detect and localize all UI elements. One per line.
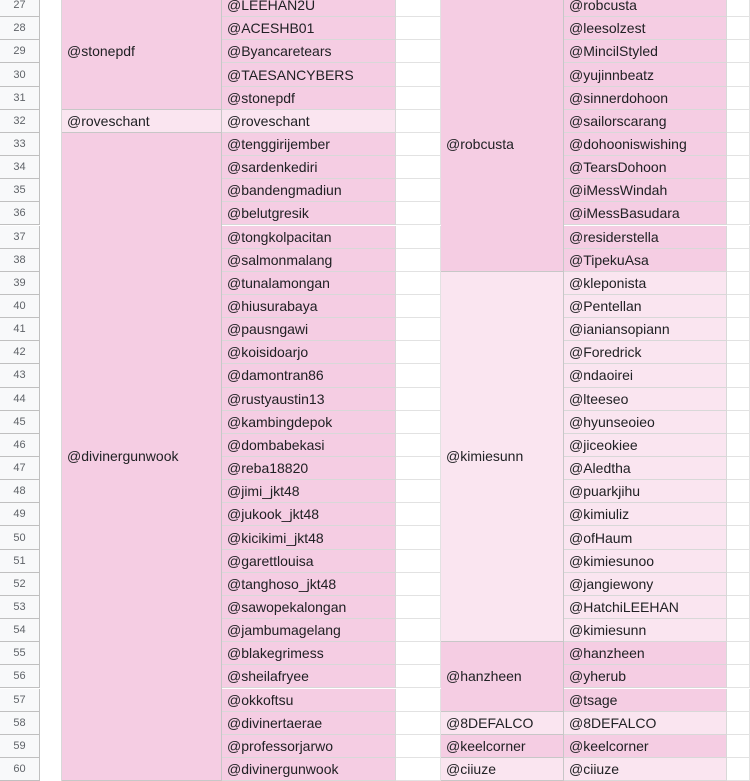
handle-cell[interactable]: @dohooniswishing bbox=[564, 133, 727, 156]
handle-cell[interactable]: @professorjarwo bbox=[222, 735, 396, 758]
empty-cell[interactable] bbox=[396, 0, 441, 17]
handle-cell[interactable]: @keelcorner bbox=[564, 735, 727, 758]
row-header[interactable]: 42 bbox=[0, 341, 40, 364]
empty-cell[interactable] bbox=[727, 642, 750, 665]
handle-cell[interactable]: @iMessWindah bbox=[564, 179, 727, 202]
handle-cell[interactable]: @bandengmadiun bbox=[222, 179, 396, 202]
handle-cell[interactable]: @HatchiLEEHAN bbox=[564, 596, 727, 619]
row-header[interactable]: 41 bbox=[0, 318, 40, 341]
empty-cell[interactable] bbox=[396, 619, 441, 642]
empty-cell[interactable] bbox=[396, 133, 441, 156]
merged-group-cell[interactable]: @8DEFALCO bbox=[441, 712, 564, 735]
empty-cell[interactable] bbox=[396, 388, 441, 411]
handle-cell[interactable]: @tenggirijember bbox=[222, 133, 396, 156]
handle-cell[interactable]: @yherub bbox=[564, 665, 727, 688]
handle-cell[interactable]: @roveschant bbox=[222, 110, 396, 133]
empty-cell[interactable] bbox=[727, 503, 750, 526]
row-header[interactable]: 37 bbox=[0, 226, 40, 249]
handle-cell[interactable]: @jiceokiee bbox=[564, 434, 727, 457]
empty-cell[interactable] bbox=[396, 110, 441, 133]
empty-cell[interactable] bbox=[396, 526, 441, 549]
row-header[interactable]: 48 bbox=[0, 480, 40, 503]
empty-cell[interactable] bbox=[727, 63, 750, 86]
empty-cell[interactable] bbox=[727, 202, 750, 225]
empty-cell[interactable] bbox=[727, 550, 750, 573]
empty-cell[interactable] bbox=[727, 40, 750, 63]
handle-cell[interactable]: @iMessBasudara bbox=[564, 202, 727, 225]
empty-cell[interactable] bbox=[396, 226, 441, 249]
handle-cell[interactable]: @stonepdf bbox=[222, 87, 396, 110]
empty-cell[interactable] bbox=[396, 665, 441, 688]
empty-cell[interactable] bbox=[727, 179, 750, 202]
empty-cell[interactable] bbox=[396, 156, 441, 179]
handle-cell[interactable]: @kicikimi_jkt48 bbox=[222, 526, 396, 549]
handle-cell[interactable]: @Byancaretears bbox=[222, 40, 396, 63]
row-header[interactable]: 40 bbox=[0, 295, 40, 318]
row-header[interactable]: 33 bbox=[0, 133, 40, 156]
empty-cell[interactable] bbox=[727, 17, 750, 40]
row-header[interactable]: 28 bbox=[0, 17, 40, 40]
row-header[interactable]: 27 bbox=[0, 0, 40, 17]
empty-cell[interactable] bbox=[727, 133, 750, 156]
row-header[interactable]: 54 bbox=[0, 619, 40, 642]
handle-cell[interactable]: @hanzheen bbox=[564, 642, 727, 665]
handle-cell[interactable]: @belutgresik bbox=[222, 202, 396, 225]
empty-cell[interactable] bbox=[396, 295, 441, 318]
row-header[interactable]: 51 bbox=[0, 550, 40, 573]
handle-cell[interactable]: @sawopekalongan bbox=[222, 596, 396, 619]
row-header[interactable]: 57 bbox=[0, 689, 40, 712]
handle-cell[interactable]: @okkoftsu bbox=[222, 689, 396, 712]
empty-cell[interactable] bbox=[727, 318, 750, 341]
row-header[interactable]: 36 bbox=[0, 202, 40, 225]
row-header[interactable]: 49 bbox=[0, 503, 40, 526]
row-header[interactable]: 34 bbox=[0, 156, 40, 179]
empty-cell[interactable] bbox=[396, 503, 441, 526]
handle-cell[interactable]: @lteeseo bbox=[564, 388, 727, 411]
row-header[interactable]: 44 bbox=[0, 388, 40, 411]
empty-cell[interactable] bbox=[396, 87, 441, 110]
empty-cell[interactable] bbox=[727, 156, 750, 179]
empty-cell[interactable] bbox=[727, 364, 750, 387]
empty-cell[interactable] bbox=[727, 434, 750, 457]
handle-cell[interactable]: @tanghoso_jkt48 bbox=[222, 573, 396, 596]
row-header[interactable]: 43 bbox=[0, 364, 40, 387]
empty-cell[interactable] bbox=[727, 573, 750, 596]
column-a-gutter bbox=[40, 0, 62, 781]
handle-cell[interactable]: @ianiansopiann bbox=[564, 318, 727, 341]
handle-cell[interactable]: @jimi_jkt48 bbox=[222, 480, 396, 503]
empty-cell[interactable] bbox=[727, 735, 750, 758]
row-header[interactable]: 38 bbox=[0, 249, 40, 272]
empty-cell[interactable] bbox=[396, 411, 441, 434]
row-header[interactable]: 60 bbox=[0, 758, 40, 781]
empty-cell[interactable] bbox=[727, 457, 750, 480]
merged-group-cell[interactable]: @hanzheen bbox=[441, 642, 564, 711]
handle-cell[interactable]: @tsage bbox=[564, 689, 727, 712]
handle-cell[interactable]: @dombabekasi bbox=[222, 434, 396, 457]
empty-cell[interactable] bbox=[727, 110, 750, 133]
handle-cell[interactable]: @hyunseoieo bbox=[564, 411, 727, 434]
handle-cell[interactable]: @tunalamongan bbox=[222, 272, 396, 295]
empty-cell[interactable] bbox=[727, 665, 750, 688]
empty-cell[interactable] bbox=[396, 689, 441, 712]
merged-group-cell[interactable]: @stonepdf bbox=[62, 0, 222, 110]
empty-cell[interactable] bbox=[396, 17, 441, 40]
row-header[interactable]: 45 bbox=[0, 411, 40, 434]
handle-cell[interactable]: @TearsDohoon bbox=[564, 156, 727, 179]
handle-cell[interactable]: @rustyaustin13 bbox=[222, 388, 396, 411]
empty-cell[interactable] bbox=[396, 758, 441, 781]
empty-cell[interactable] bbox=[727, 411, 750, 434]
empty-cell[interactable] bbox=[396, 318, 441, 341]
empty-cell[interactable] bbox=[396, 341, 441, 364]
merged-group-cell[interactable]: @roveschant bbox=[62, 110, 222, 133]
empty-cell[interactable] bbox=[396, 642, 441, 665]
row-header[interactable]: 56 bbox=[0, 665, 40, 688]
handle-cell[interactable]: @MincilStyled bbox=[564, 40, 727, 63]
handle-cell[interactable]: @pausngawi bbox=[222, 318, 396, 341]
handle-cell[interactable]: @yujinnbeatz bbox=[564, 63, 727, 86]
handle-cell[interactable]: @reba18820 bbox=[222, 457, 396, 480]
handle-cell[interactable]: @divinertaerae bbox=[222, 712, 396, 735]
empty-cell[interactable] bbox=[396, 596, 441, 619]
empty-cell[interactable] bbox=[396, 434, 441, 457]
handle-cell[interactable]: @tongkolpacitan bbox=[222, 226, 396, 249]
handle-cell[interactable]: @salmonmalang bbox=[222, 249, 396, 272]
empty-cell[interactable] bbox=[727, 526, 750, 549]
handle-cell[interactable]: @sardenkediri bbox=[222, 156, 396, 179]
empty-cell[interactable] bbox=[396, 249, 441, 272]
empty-cell[interactable] bbox=[396, 272, 441, 295]
empty-cell[interactable] bbox=[396, 735, 441, 758]
handle-cell[interactable]: @kimiesunn bbox=[564, 619, 727, 642]
empty-cell[interactable] bbox=[727, 226, 750, 249]
row-header[interactable]: 35 bbox=[0, 179, 40, 202]
row-header[interactable]: 29 bbox=[0, 40, 40, 63]
handle-cell[interactable]: @Aledtha bbox=[564, 457, 727, 480]
row-header[interactable]: 31 bbox=[0, 87, 40, 110]
empty-cell[interactable] bbox=[727, 480, 750, 503]
merged-group-cell[interactable] bbox=[441, 0, 564, 17]
merged-group-cell[interactable]: @divinergunwook bbox=[62, 133, 222, 781]
handle-cell[interactable]: @kimiuliz bbox=[564, 503, 727, 526]
empty-cell[interactable] bbox=[396, 179, 441, 202]
handle-cell[interactable]: @ciiuze bbox=[564, 758, 727, 781]
empty-cell[interactable] bbox=[396, 550, 441, 573]
handle-cell[interactable]: @Pentellan bbox=[564, 295, 727, 318]
empty-cell[interactable] bbox=[396, 573, 441, 596]
empty-cell[interactable] bbox=[727, 295, 750, 318]
empty-cell[interactable] bbox=[396, 712, 441, 735]
handle-cell[interactable]: @puarkjihu bbox=[564, 480, 727, 503]
empty-cell[interactable] bbox=[727, 596, 750, 619]
empty-cell[interactable] bbox=[727, 0, 750, 17]
handle-cell[interactable]: @kleponista bbox=[564, 272, 727, 295]
row-header[interactable]: 59 bbox=[0, 735, 40, 758]
row-header[interactable]: 32 bbox=[0, 110, 40, 133]
row-header[interactable]: 30 bbox=[0, 63, 40, 86]
handle-cell[interactable]: @kimiesunoo bbox=[564, 550, 727, 573]
handle-cell[interactable]: @sheilafryee bbox=[222, 665, 396, 688]
handle-cell[interactable]: @jukook_jkt48 bbox=[222, 503, 396, 526]
handle-cell[interactable]: @jangiewony bbox=[564, 573, 727, 596]
merged-group-cell[interactable]: @keelcorner bbox=[441, 735, 564, 758]
row-header[interactable]: 47 bbox=[0, 457, 40, 480]
row-header[interactable]: 50 bbox=[0, 526, 40, 549]
empty-cell[interactable] bbox=[727, 619, 750, 642]
row-header[interactable]: 53 bbox=[0, 596, 40, 619]
handle-cell[interactable]: @TipekuAsa bbox=[564, 249, 727, 272]
handle-cell[interactable]: @jambumagelang bbox=[222, 619, 396, 642]
empty-cell[interactable] bbox=[396, 202, 441, 225]
handle-cell[interactable]: @divinergunwook bbox=[222, 758, 396, 781]
merged-group-cell[interactable]: @kimiesunn bbox=[441, 272, 564, 642]
handle-cell[interactable]: @sailorscarang bbox=[564, 110, 727, 133]
handle-cell[interactable]: @8DEFALCO bbox=[564, 712, 727, 735]
handle-cell[interactable]: @ofHaum bbox=[564, 526, 727, 549]
empty-cell[interactable] bbox=[396, 40, 441, 63]
handle-cell[interactable]: @LEEHAN2U bbox=[222, 0, 396, 17]
empty-cell[interactable] bbox=[727, 87, 750, 110]
empty-cell[interactable] bbox=[396, 457, 441, 480]
empty-cell[interactable] bbox=[727, 758, 750, 781]
handle-cell[interactable]: @ndaoirei bbox=[564, 364, 727, 387]
empty-cell[interactable] bbox=[396, 364, 441, 387]
handle-cell[interactable]: @robcusta bbox=[564, 0, 727, 17]
empty-cell[interactable] bbox=[727, 341, 750, 364]
handle-cell[interactable]: @koisidoarjo bbox=[222, 341, 396, 364]
empty-cell[interactable] bbox=[727, 249, 750, 272]
merged-group-cell[interactable]: @robcusta bbox=[441, 17, 564, 272]
row-header[interactable]: 52 bbox=[0, 573, 40, 596]
empty-cell[interactable] bbox=[727, 388, 750, 411]
empty-cell[interactable] bbox=[396, 63, 441, 86]
empty-cell[interactable] bbox=[727, 689, 750, 712]
handle-cell[interactable]: @Foredrick bbox=[564, 341, 727, 364]
handle-cell[interactable]: @leesolzest bbox=[564, 17, 727, 40]
row-header[interactable]: 39 bbox=[0, 272, 40, 295]
handle-cell[interactable]: @garettlouisa bbox=[222, 550, 396, 573]
empty-cell[interactable] bbox=[727, 272, 750, 295]
row-header[interactable]: 46 bbox=[0, 434, 40, 457]
row-header[interactable]: 55 bbox=[0, 642, 40, 665]
handle-cell[interactable]: @sinnerdohoon bbox=[564, 87, 727, 110]
handle-cell[interactable]: @blakegrimess bbox=[222, 642, 396, 665]
empty-cell[interactable] bbox=[396, 480, 441, 503]
empty-cell[interactable] bbox=[727, 712, 750, 735]
handle-cell[interactable]: @residerstella bbox=[564, 226, 727, 249]
row-header[interactable]: 58 bbox=[0, 712, 40, 735]
handle-cell[interactable]: @damontran86 bbox=[222, 364, 396, 387]
handle-cell[interactable]: @ACESHB01 bbox=[222, 17, 396, 40]
merged-group-cell[interactable]: @ciiuze bbox=[441, 758, 564, 781]
handle-cell[interactable]: @TAESANCYBERS bbox=[222, 63, 396, 86]
handle-cell[interactable]: @hiusurabaya bbox=[222, 295, 396, 318]
handle-cell[interactable]: @kambingdepok bbox=[222, 411, 396, 434]
